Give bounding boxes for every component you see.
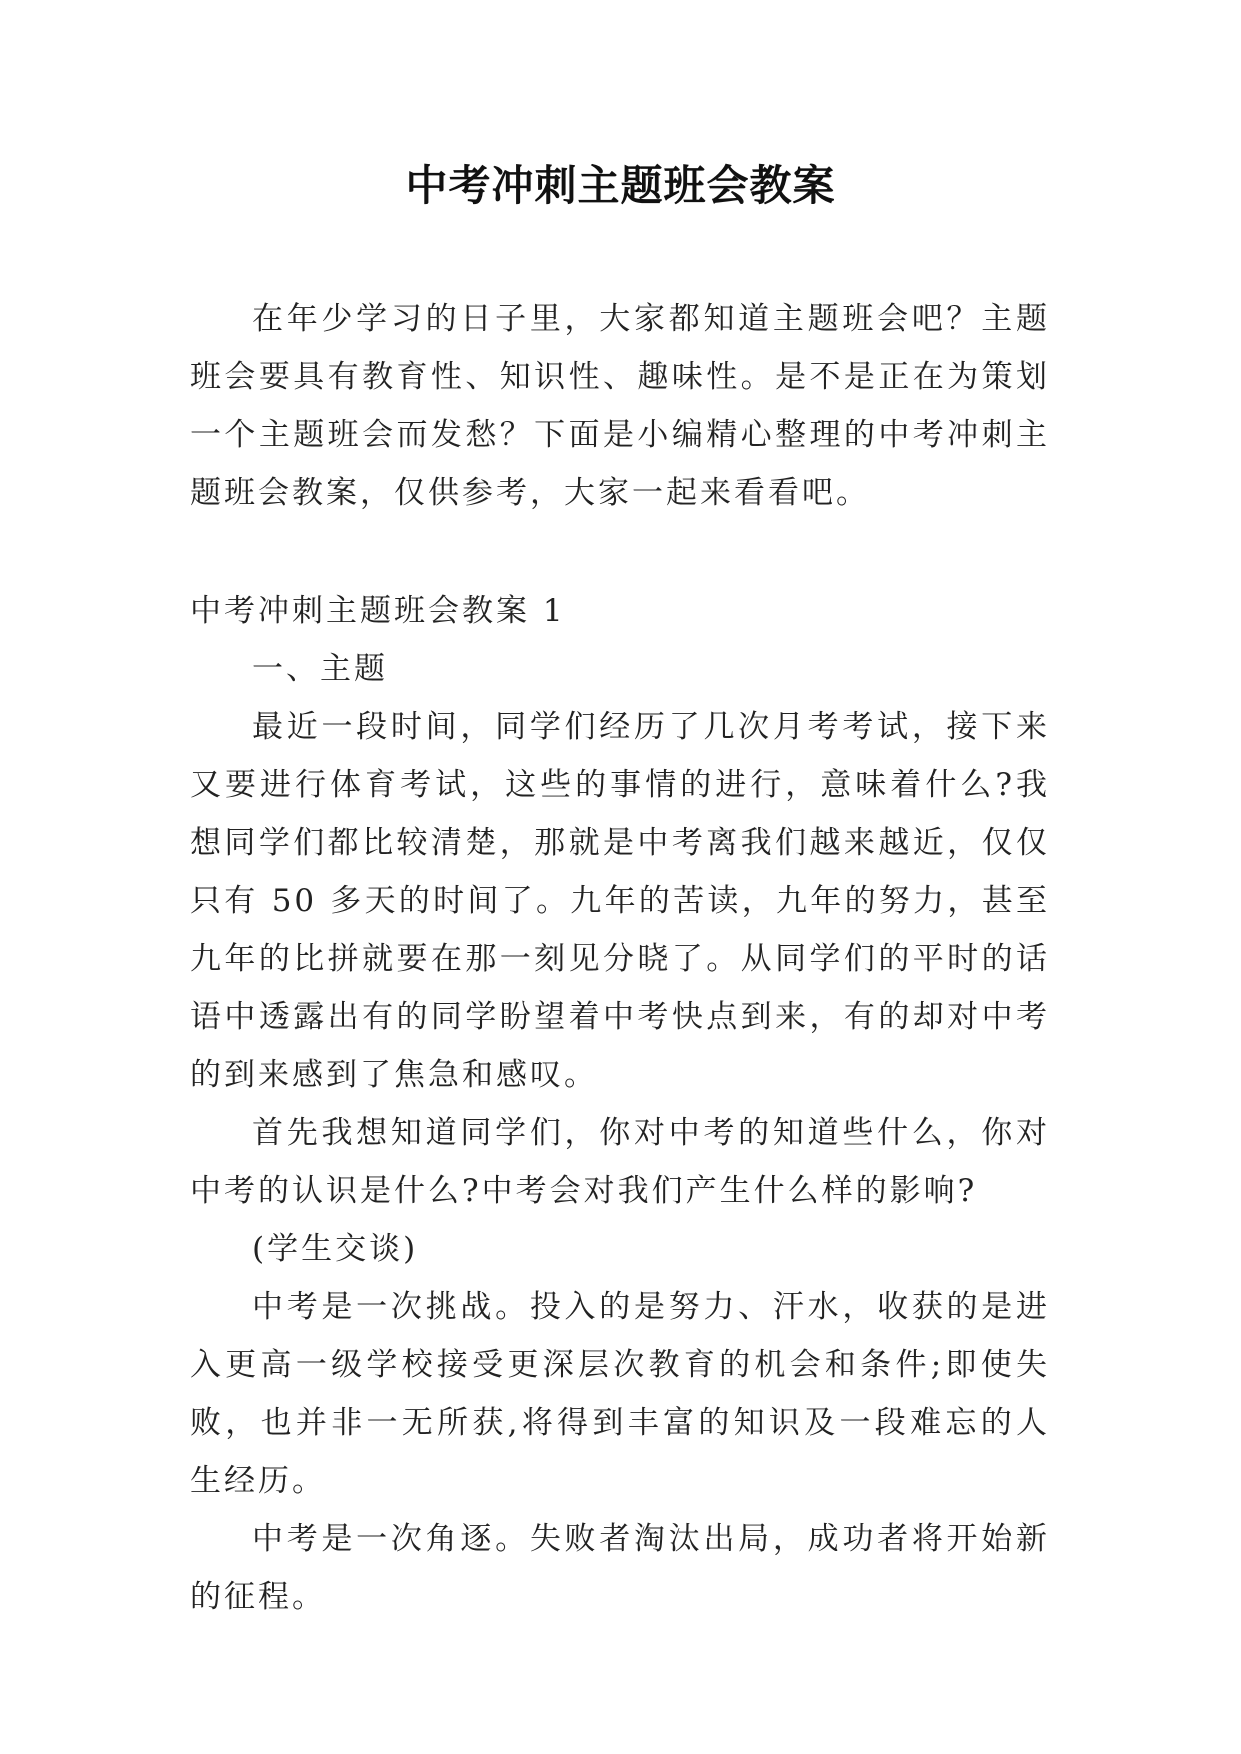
body-paragraph: (学生交谈) — [252, 1231, 419, 1267]
body-paragraph: 首先我想知道同学们，你对中考的知道些什么，你对中考的认识是什么?中考会对我们产生什么样的影响? — [190, 1115, 1050, 1209]
document-title: 中考冲刺主题班会教案 — [405, 161, 836, 210]
subheading: 一、主题 — [252, 651, 388, 687]
section-heading: 中考冲刺主题班会教案 1 — [190, 593, 566, 629]
document-body — [190, 290, 1050, 1626]
body-paragraph: 最近一段时间，同学们经历了几次月考考试，接下来又要进行体育考试，这些的事情的进行，意味着什么?我想同学们都比较清楚，那就是中考离我们越来越近，仅仅只有 50 多天的时间了。九年的苦读，九年的努力，甚至九年的比拼就要在那一刻见分晓了。从同学们的平时的话语中透露出有的同学盼望着中考快点到来，有的却对中考的到来感到了焦急和感叹。 — [190, 709, 1050, 1093]
body-paragraph: 中考是一次角逐。失败者淘汰出局，成功者将开始新的征程。 — [190, 1521, 1050, 1615]
intro-paragraph: 在年少学习的日子里，大家都知道主题班会吧？主题班会要具有教育性、知识性、趣味性。是不是正在为策划一个主题班会而发愁？下面是小编精心整理的中考冲刺主题班会教案，仅供参考，大家一起来看看吧。 — [190, 301, 1050, 511]
body-paragraph: 中考是一次挑战。投入的是努力、汗水，收获的是进入更高一级学校接受更深层次教育的机会和条件;即使失败，也并非一无所获,将得到丰富的知识及一段难忘的人生经历。 — [190, 1289, 1050, 1499]
